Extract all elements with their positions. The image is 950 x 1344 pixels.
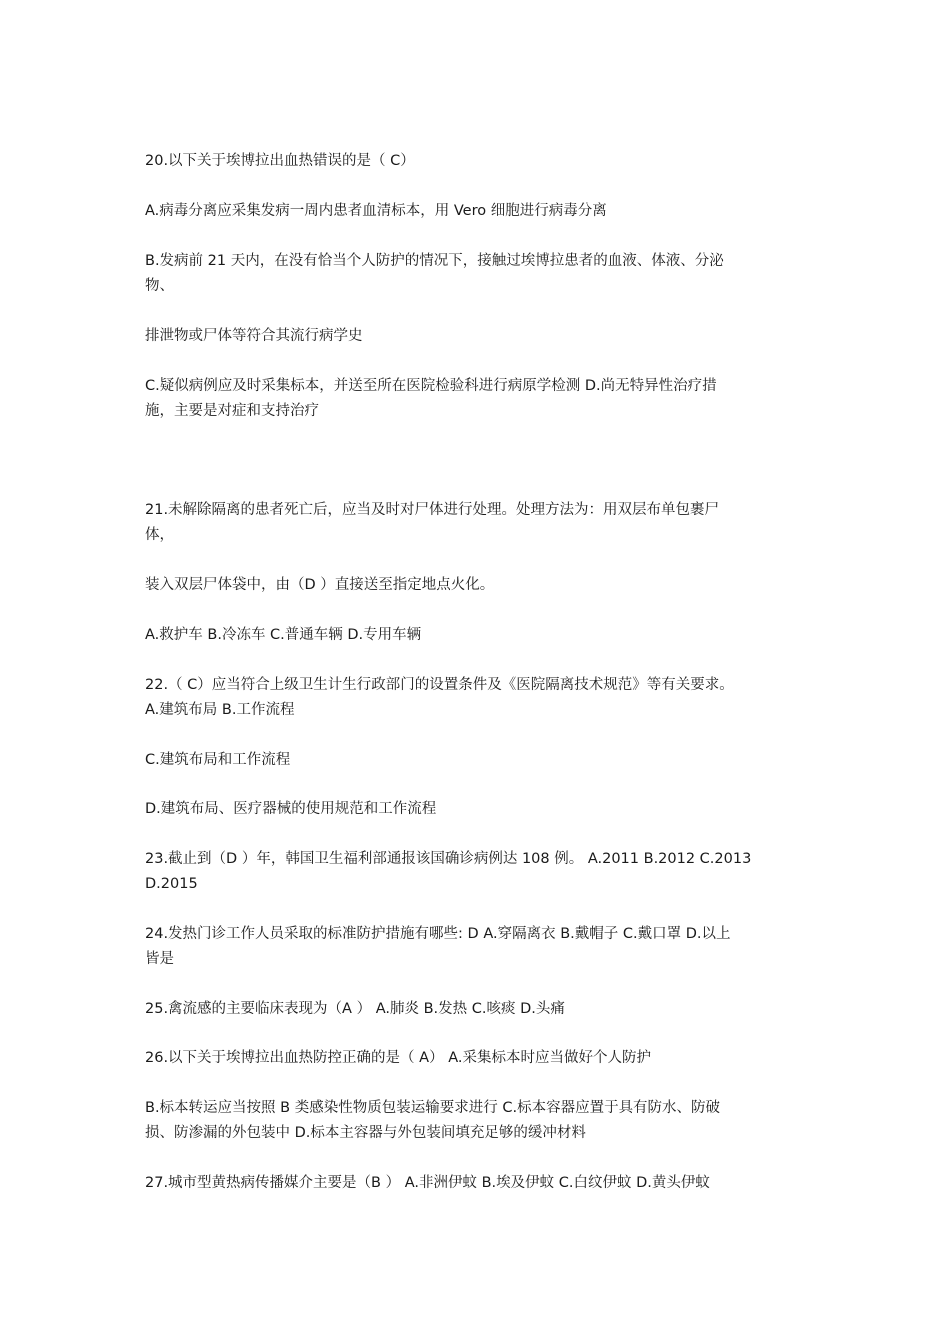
q20-option-b-line2: 物、 [145,278,174,294]
q24-question-line1: 24.发热门诊工作人员采取的标准防护措施有哪些: D A.穿隔离衣 B.戴帽子 C.戴口罩 D.以上 [145,926,731,942]
q21-options: A.救护车 B.冷冻车 C.普通车辆 D.专用车辆 [145,627,422,643]
q23-question: 23.截止到（D ）年，韩国卫生福利部通报该国确诊病例达 108 例。 A.2011 B.2012 C.2013 [145,851,752,867]
q21-question-line2: 体， [145,527,174,543]
q20-option-b-line1: B.发病前 21 天内，在没有恰当个人防护的情况下，接触过埃博拉患者的血液、体液、分泌 [145,253,724,269]
q22-option-d: D.建筑布局、医疗器械的使用规范和工作流程 [145,801,437,817]
q22-options-ab: A.建筑布局 B.工作流程 [145,702,295,718]
q22-question: 22.（ C）应当符合上级卫生计生行政部门的设置条件及《医院隔离技术规范》等有关要求。 [145,677,734,693]
q20-option-cd-line2: 施，主要是对症和支持治疗 [145,403,319,419]
q26-options-line2: 损、防渗漏的外包装中 D.标本主容器与外包装间填充足够的缓冲材料 [145,1125,586,1141]
q20-question: 20.以下关于埃博拉出血热错误的是（ C） [145,153,415,169]
q26-question: 26.以下关于埃博拉出血热防控正确的是（ A） A.采集标本时应当做好个人防护 [145,1050,651,1066]
q25-question: 25.禽流感的主要临床表现为（A ） A.肺炎 B.发热 C.咳痰 D.头痛 [145,1001,565,1017]
q24-question-line2: 皆是 [145,951,174,967]
q26-options-line1: B.标本转运应当按照 B 类感染性物质包装运输要求进行 C.标本容器应置于具有防水、防破 [145,1100,721,1116]
q23-option-d: D.2015 [145,876,198,892]
q21-question-line3: 装入双层尸体袋中，由（D ）直接送至指定地点火化。 [145,577,495,593]
q21-question-line1: 21.未解除隔离的患者死亡后，应当及时对尸体进行处理。处理方法为：用双层布单包裹尸 [145,502,720,518]
q20-option-a: A.病毒分离应采集发病一周内患者血清标本，用 Vero 细胞进行病毒分离 [145,203,607,219]
q27-question: 27.城市型黄热病传播媒介主要是（B ） A.非洲伊蚊 B.埃及伊蚊 C.白纹伊蚊 D.黄头伊蚊 [145,1175,710,1191]
q20-option-cd-line1: C.疑似病例应及时采集标本，并送至所在医院检验科进行病原学检测 D.尚无特异性治疗措 [145,378,717,394]
q22-option-c: C.建筑布局和工作流程 [145,752,291,768]
q20-option-b-line3: 排泄物或尸体等符合其流行病学史 [145,328,363,344]
